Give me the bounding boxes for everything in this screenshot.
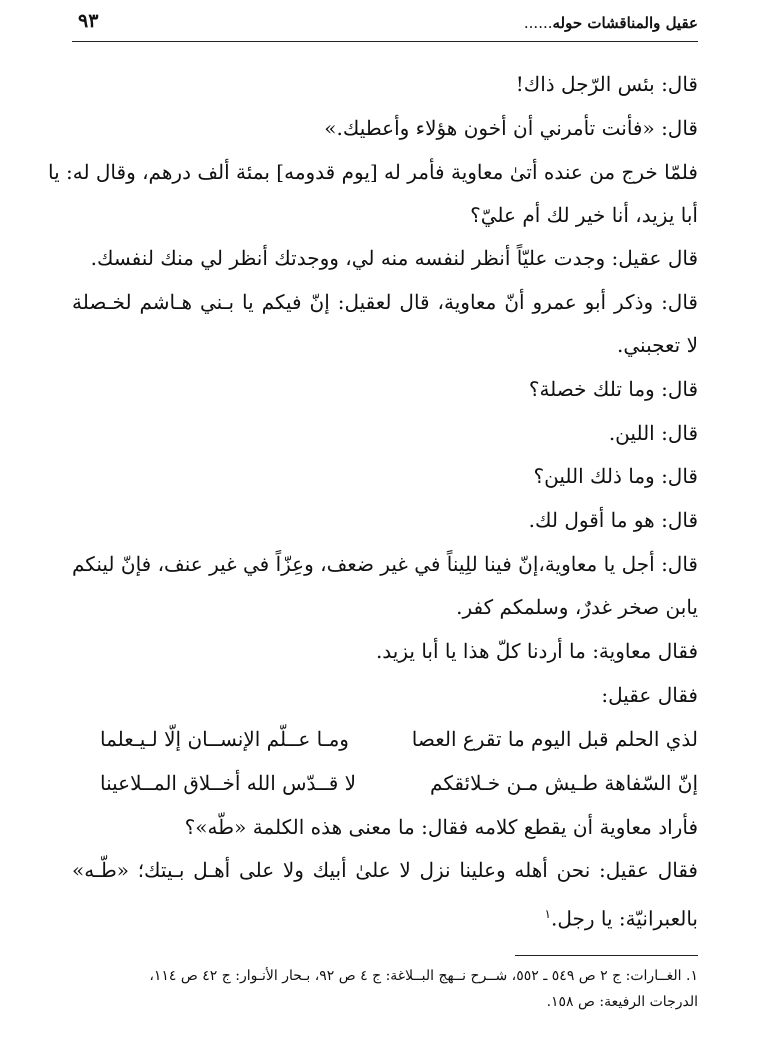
verse-2-first-hemistich: إنّ السّفاهة طـيش مـن خـلائقكم — [430, 771, 698, 795]
body-line: قال: اللين. — [608, 421, 698, 445]
body-line: قال: وذكر أبو عمرو أنّ معاوية، قال لعقيل: إنّ فيكم يا بـني هـاشم لخـصلة — [72, 290, 698, 314]
footnote-line: الدرجات الرفيعة: ص ١٥٨. — [546, 994, 698, 1010]
body-line: فقال عقيل: — [601, 683, 698, 707]
running-title-text: عقيل والمناقشات حوله — [552, 14, 698, 32]
page-number: ٩٣ — [78, 10, 99, 32]
body-line — [72, 900, 698, 933]
body-line: قال عقيل: وجدت عليّاً أنظر لنفسه منه لي، ووجدتك أنظر لي منك لنفسك. — [90, 246, 698, 270]
body-line: قال: «فأنت تأمرني أن أخون هؤلاء وأعطيك.» — [324, 116, 698, 140]
body-line: فقال معاوية: ما أردنا كلّ هذا يا أبا يزيد. — [375, 639, 698, 663]
header-rule — [72, 41, 698, 42]
body-line: يابن صخر غدرٌ، وسلمكم كفر. — [456, 595, 698, 619]
body-line: قال: أجل يا معاوية،إنّ فينا للِيناً في غير ضعف، وعِزّاً في غير عنف، فإنّ لينكم — [72, 552, 698, 576]
body-line: قال: وما تلك خصلة؟ — [528, 377, 698, 401]
body-line: قال: وما ذلك اللين؟ — [533, 464, 698, 488]
body-line: فأراد معاوية أن يقطع كلامه فقال: ما معنى هذه الكلمة «طّه»؟ — [184, 815, 698, 839]
body-line-text: بالعبرانيّة: يا رجل. — [551, 906, 698, 931]
body-line: قال: هو ما أقول لك. — [528, 508, 698, 532]
body-line: فلمّا خرج من عنده أتىٰ معاوية فأمر له [يوم قدومه] بمئة ألف درهم، وقال له: يا — [47, 160, 698, 184]
verse-1-first-hemistich: لذي الحلم قبل اليوم ما تقرع العصا — [411, 727, 698, 751]
body-line: فقال عقيل: نحن أهله وعلينا نزل لا علىٰ أبيك ولا على أهـل بـيتك؛ «طّـه» — [72, 858, 698, 882]
running-title — [524, 14, 698, 32]
running-title-dots: ...... — [523, 14, 553, 32]
verse-1-second-hemistich: ومـا عــلّم الإنســان إلّا لـيـعلما — [100, 727, 349, 751]
verse-2-second-hemistich: لا قــدّس الله أخــلاق المــلاعينا — [100, 771, 357, 795]
footnote-rule — [515, 955, 698, 956]
footnote-line: ١. الغــارات: ج ٢ ص ٥٤٩ ـ ٥٥٢، شــرح نــهج البــلاغة: ج ٤ ص ٩٢، بـحار الأنـوار: ج ٤٢ ص ١١٤، — [149, 968, 698, 984]
body-line: أبا يزيد، أنا خير لك أم عليّ؟ — [470, 203, 698, 227]
body-line: لا تعجبني. — [617, 333, 698, 357]
footnote-marker: ١ — [544, 907, 551, 921]
body-line: قال: بئس الرّجل ذاك! — [515, 72, 698, 96]
